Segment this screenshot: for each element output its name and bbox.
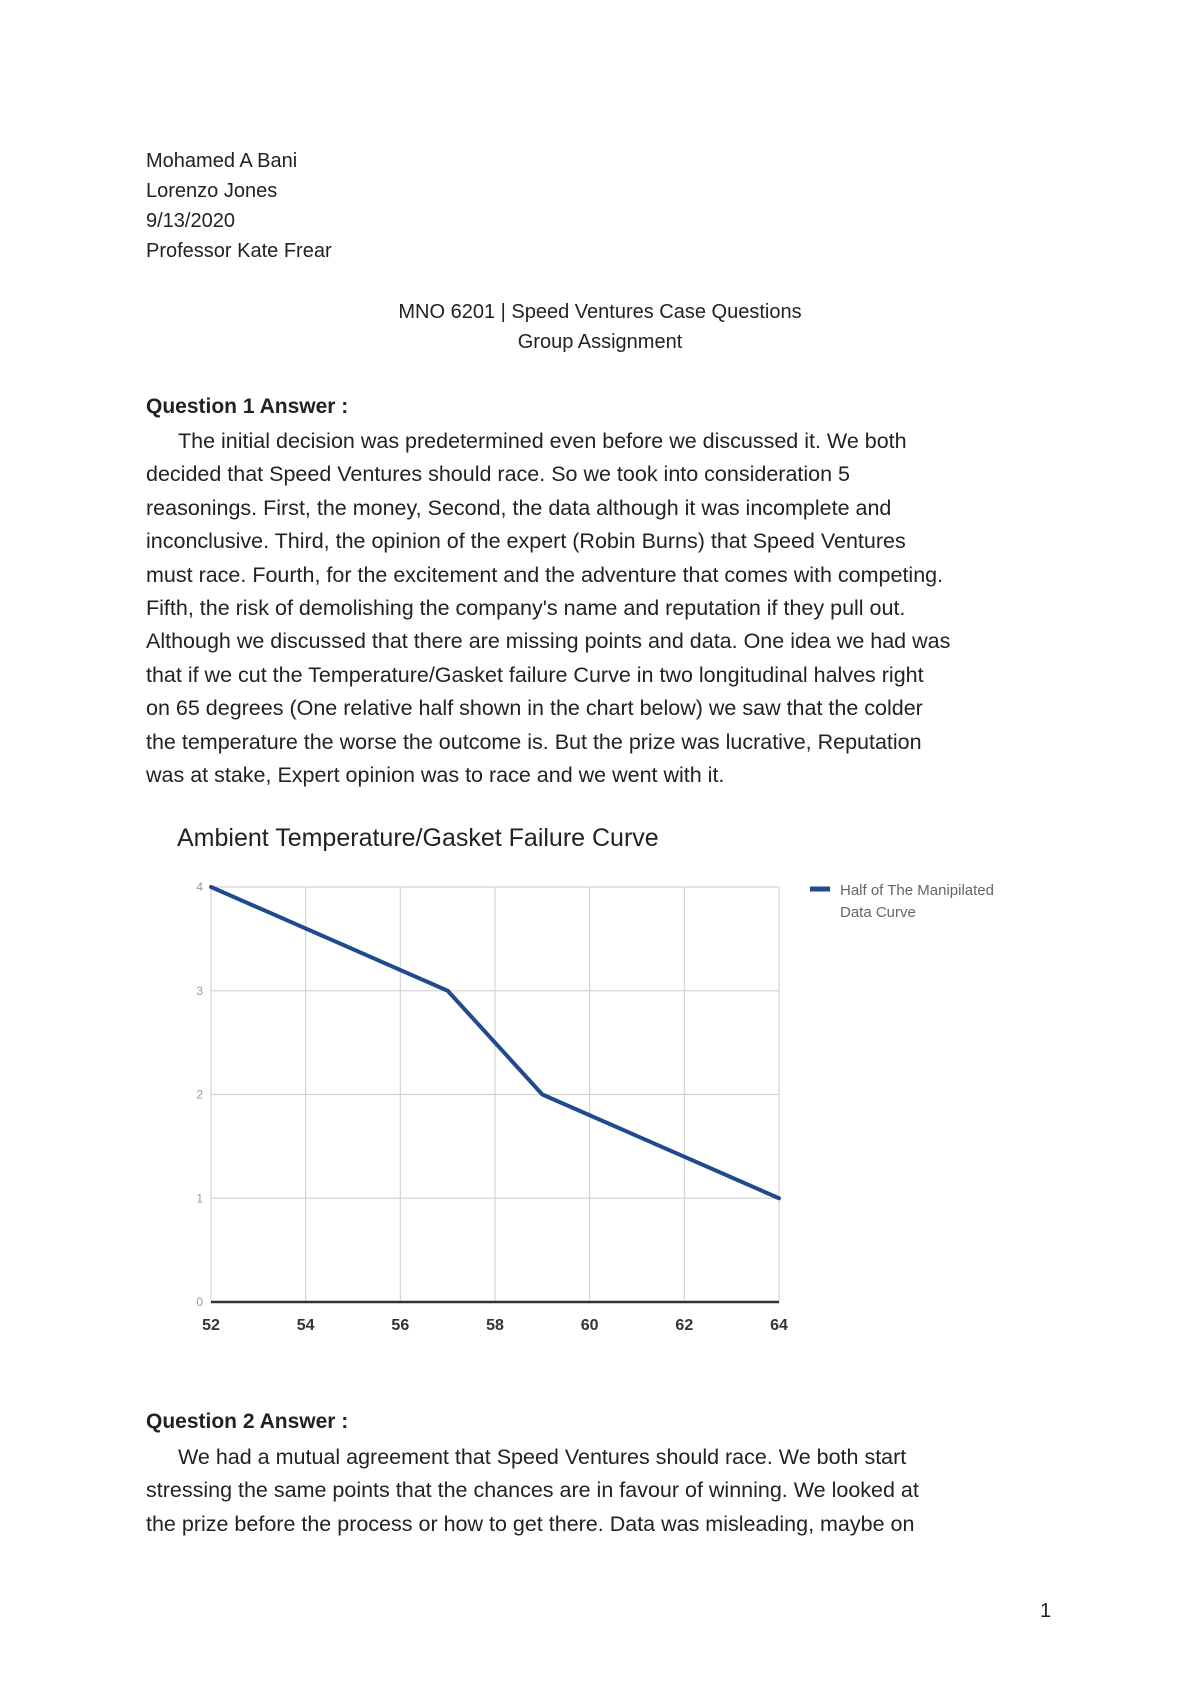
paragraph-line: on 65 degrees (One relative half shown in the chart below) we saw that the colder xyxy=(146,696,923,721)
paragraph-line: the prize before the process or how to get there. Data was misleading, maybe on xyxy=(146,1511,915,1536)
professor-name: Professor Kate Frear xyxy=(146,240,332,262)
paragraph-line: inconclusive. Third, the opinion of the expert (Robin Burns) that Speed Ventures xyxy=(146,529,906,554)
question-2-answer xyxy=(146,1441,919,1541)
paragraph-line: the temperature the worse the outcome is. But the prize was lucrative, Reputation xyxy=(146,729,922,754)
paragraph-line: Fifth, the risk of demolishing the company's name and reputation if they pull out. xyxy=(146,595,906,620)
y-tick-label: 1 xyxy=(196,1191,203,1206)
x-tick-label: 52 xyxy=(202,1317,220,1334)
paragraph-line: that if we cut the Temperature/Gasket failure Curve in two longitudinal halves right xyxy=(146,662,924,687)
paragraph-line: We had a mutual agreement that Speed Ventures should race. We both start xyxy=(178,1445,907,1469)
x-tick-label: 58 xyxy=(486,1317,504,1334)
paragraph-line: must race. Fourth, for the excitement and the adventure that comes with competing. xyxy=(146,562,944,587)
x-tick-label: 54 xyxy=(296,1317,315,1334)
page-number: 1 xyxy=(1040,1600,1052,1622)
paragraph-line: Although we discussed that there are missing points and data. One idea we had was xyxy=(146,629,951,654)
document-date: 9/13/2020 xyxy=(146,210,235,232)
author-name: Lorenzo Jones xyxy=(146,180,278,202)
question-1-heading: Question 1 Answer : xyxy=(146,395,349,418)
paragraph-line: The initial decision was predetermined even before we discussed it. We both xyxy=(178,429,907,453)
paragraph-line: was at stake, Expert opinion was to race and we went with it. xyxy=(146,762,725,787)
x-tick-label: 62 xyxy=(675,1317,694,1334)
y-tick-label: 3 xyxy=(196,983,203,998)
x-tick-label: 60 xyxy=(580,1317,599,1334)
paragraph-line: decided that Speed Ventures should race. So we took into consideration 5 xyxy=(146,462,850,487)
author-name: Mohamed A Bani xyxy=(146,150,298,172)
legend-label: Half of The Manipilated xyxy=(840,882,994,899)
y-tick-label: 2 xyxy=(196,1087,203,1102)
paragraph-line: reasonings. First, the money, Second, the data although it was incomplete and xyxy=(146,495,892,520)
y-tick-label: 4 xyxy=(196,880,203,894)
x-tick-label: 64 xyxy=(770,1317,788,1334)
chart-title: Ambient Temperature/Gasket Failure Curve xyxy=(177,824,659,852)
legend-label: Data Curve xyxy=(840,904,916,921)
paragraph-line: stressing the same points that the chances are in favour of winning. We looked at xyxy=(146,1478,919,1503)
assignment-type: Group Assignment xyxy=(517,331,683,353)
question-2-heading: Question 2 Answer : xyxy=(146,1410,349,1433)
x-tick-label: 56 xyxy=(391,1317,410,1334)
course-title: MNO 6201 | Speed Ventures Case Questions xyxy=(398,301,802,323)
y-tick-label: 0 xyxy=(196,1295,203,1309)
